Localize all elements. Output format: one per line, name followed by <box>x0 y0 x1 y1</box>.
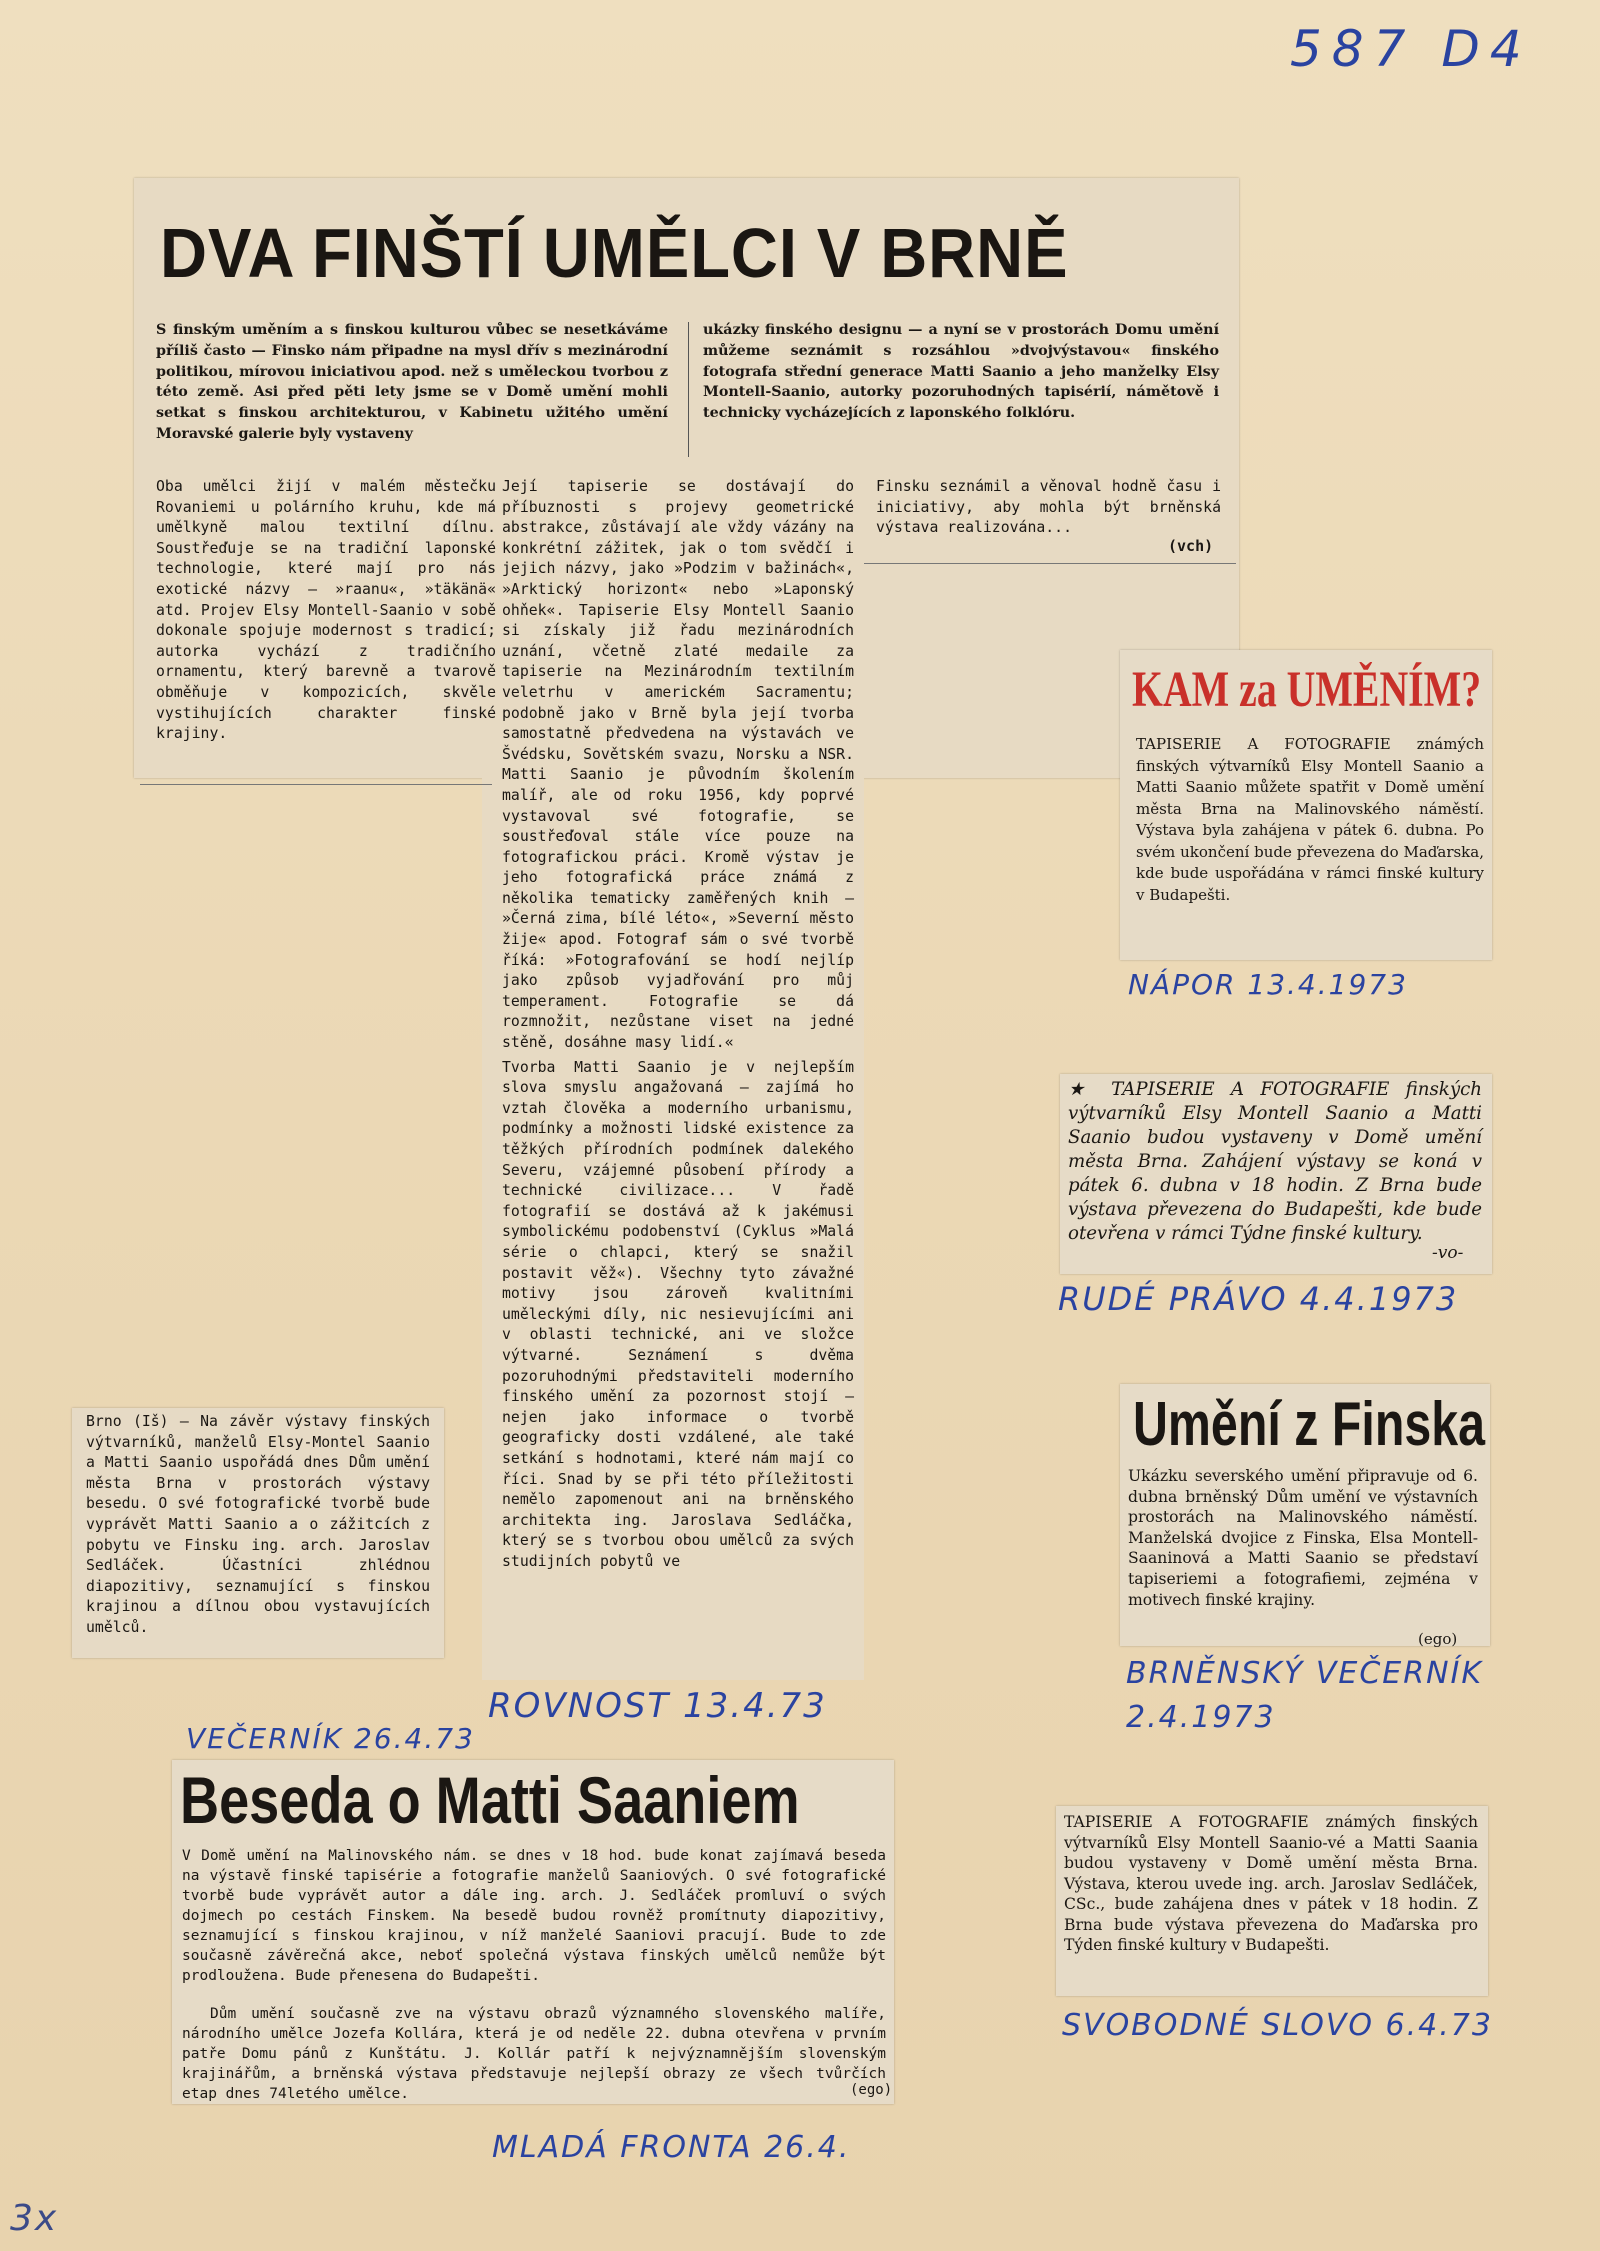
kam-headline: KAM za UMĚNÍM? <box>1132 662 1482 718</box>
svobodne-text: TAPISERIE A FOTOGRAFIE známých finských výtvarníků Elsy Montell Saanio-vé a Matti Saania budou vystaveny v Domě umění města Brna. Výstava, kterou uvede ing. arch. Jaroslav Sedláček, CSc., bude zahájena dnes v pátek v 18 hodin. Z Brna bude výstava převezena do Maďarska pro Týden finské kultury v Budapešti. <box>1064 1813 1478 1954</box>
article-column-2-part-2: Tvorba Matti Saanio je v nejlepším slova smyslu angažovaná — zajímá ho vztah člověka a moderního urbanismu, podmínky a možnosti lidské existence za těžkých přírodních podmínek dalekého Severu, vzájemné působení přírody a technické civilizace... V řadě fotografií se dostává až k jakémusi symbolickému podobenství (Cyklus »Malá série o chlapci, který se snažil postavit věž«). Všechny tyto závažné motivy jsou zároveň kvalitními uměleckými díly, nic nesievujícími ani v oblasti technické, ani ve složce výtvarné. Seznámení s dvěma pozoruhodnými představiteli moderního finského umění za pozornost stojí — nejen jako informace o tvorbě geograficky dosti vzdálené, ale také setkání s hodnotami, které nám mají co říci. Snad by se při této příležitosti nemělo zapomenout ani na brněnského architekta ing. Jaroslava Sedláčka, který se s tvorbou obou umělců za svých studijních pobytů ve <box>502 1058 854 1570</box>
kam-source: NÁPOR 13.4.1973 <box>1128 968 1408 1001</box>
beseda-label: VEČERNÍK 26.4.73 <box>186 1722 475 1755</box>
beseda-paragraph-1: V Domě umění na Malinovského nám. se dnes v 18 hod. bude konat zajímavá beseda na výstavě finské tapisérie a fotografie manželů Saaniových. O své fotografické tvorbě bude vyprávět autor a dále ing. arch. J. Sedláček promluví o svých dojmech po cestách Finskem. Na besedě budou rovněž promítnuty diapozitivy, seznamující s finskou krajinou, v níž manželé Saaniovi pracují. Bude to zde současně závěrečná akce, neboť společná výstava finských umělců nemůže být prodloužena. Bude přenesena do Budapešti. <box>182 1848 886 1984</box>
archive-mark-top: 587 D4 <box>1290 20 1532 78</box>
umeni-byline: (ego) <box>1418 1630 1458 1648</box>
kam-text: TAPISERIE A FOTOGRAFIE známých finských výtvarníků Elsy Montell Saanio a Matti Saanio můžete spatřit v Domě umění města Brna na Malinovského náměstí. Výstava byla zahájena v pátek 6. dubna. Po svém ukončení bude převezena do Maďarska, kde bude uspořádána v rámci finské kultury v Budapešti. <box>1136 735 1484 904</box>
article-column-2 <box>502 477 854 1572</box>
column-1-divider <box>140 784 492 785</box>
lead-divider <box>688 322 689 457</box>
article-column-1: Oba umělci žijí v malém městečku Rovaniemi u polárního kruhu, kde má umělkyně malou textilní dílnu. Soustřeďuje se na tradiční laponské technologie, které mají pro nás exotické názvy — »raanu«, »täkänä« atd. Projev Elsy Montell-Saanio v sobě dokonale spojuje modernost s tradicí; autorka vychází z tradičního ornamentu, který barevně a tvarově obměňuje v kompozicích, skvěle vystihujících charakter finské krajiny. <box>156 478 496 743</box>
main-article-byline: (vch) <box>1168 537 1214 555</box>
beseda-source: MLADÁ FRONTA 26.4. <box>492 2130 851 2165</box>
main-article-source: ROVNOST 13.4.73 <box>488 1686 827 1726</box>
umeni-headline: Umění z Finska <box>1133 1390 1486 1459</box>
lead-left: S finským uměním a s finskou kulturou vůbec se nesetkáváme příliš často — Finsko nám připadne na mysl dřív s mezinárodní politikou, mírovou iniciativou apod. než s uměleckou tvorbou z této země. Asi před pěti lety jsme se v Domě umění mohli setkat s finskou architekturou, v Kabinetu užitého umění Moravské galerie byly vystaveny <box>156 322 668 442</box>
beseda-byline: (ego) <box>850 2082 893 2098</box>
beseda-paragraph-2: Dům umění současně zve na výstavu obrazů významného slovenského malíře, národního umělce Jozefa Kollára, která je od neděle 22. dubna otevřena v prvním patře Domu pánů z Kunštátu. J. Kollár patří k nejvýznamnějším slovenským krajinářům, a brněnská výstava představuje nejlepší obrazy ze všech tvůrčích etap dnes 74letého umělce. <box>182 2006 886 2102</box>
umeni-text: Ukázku severského umění připravuje od 6. dubna brněnský Dům umění ve výstavních prostorách na Malinovského náměstí. Manželská dvojice z Finska, Elsa Montell-Saaninová a Matti Saanio se představí tapiseriemi a fotografiemi, zejména v motivech finské krajiny. <box>1128 1467 1478 1609</box>
article-column-3: Finsku seznámil a věnoval hodně času i iniciativy, aby mohla být brněnská výstava realizována... <box>876 478 1221 537</box>
beseda-headline: Beseda o Matti Saaniem <box>180 1763 800 1837</box>
archive-mark-bottom: 3x <box>10 2198 59 2239</box>
main-headline: DVA FINŠTÍ UMĚLCI V BRNĚ <box>160 214 1069 292</box>
rude-pravo-text: ★ TAPISERIE A FOTOGRAFIE finských výtvarníků Elsy Montell Saanio a Matti Saanio budou vystaveny v Domě umění města Brna. Zahájení výstavy se koná v pátek 6. dubna v 18 hodin. Z Brna bude výstava převezena do Budapešti, kde bude otevřena v rámci Týdne finské kultury. <box>1068 1079 1482 1244</box>
svobodne-source: SVOBODNÉ SLOVO 6.4.73 <box>1062 2008 1493 2043</box>
lead-right: ukázky finského designu — a nyní se v prostorách Domu umění můžeme seznámit s rozsáhlou »dvojvýstavou« finského fotografa střední generace Matti Saanio a jeho manželky Elsy Montell-Saanio, autorky pozoruhodných tapisérií, námětově i technicky vycházejících z laponského folklóru. <box>703 322 1219 422</box>
brno-note-text: Brno (Iš) — Na závěr výstavy finských výtvarníků, manželů Elsy-Montel Saanio a Matti Saanio uspořádá dnes Dům umění města Brna v prostorách výstavy besedu. O své fotografické tvorbě bude vyprávět Matti Saanio a o zážitcích z pobytu ve Finsku ing. arch. Jaroslav Sedláček. Účastníci zhlédnou diapozitivy, seznamující s finskou krajinou a dílnou obou vystavujících umělců. <box>86 1413 430 1636</box>
rude-pravo-source: RUDÉ PRÁVO 4.4.1973 <box>1058 1280 1459 1318</box>
umeni-source: BRNĚNSKÝ VEČERNÍK 2.4.1973 <box>1126 1656 1484 1735</box>
article-column-2-part-1: Její tapiserie se dostávají do příbuznosti s projevy geometrické abstrakce, zůstávají ale vždy vázány na konkrétní zážitek, jak o tom svědčí i jejich názvy, jako »Podzim v bažinách«, »Arktický horizont« nebo »Laponský ohňek«. Tapiserie Elsy Montell Saanio si získaly již řadu mezinárodních uznání, včetně zlaté medaile za tapiserie na Mezinárodním textilním veletrhu v americkém Sacramentu; podobně jako v Brně byla její tvorba samostatně předvedena na výstavách ve Švédsku, Sovětském svazu, Norsku a NSR. Matti Saanio je původním školením malíř, ale od roku 1956, kdy poprvé vystavoval své fotografie, se soustřeďoval stále více pouze na fotografickou práci. Kromě výstav je jeho fotografická práce známá z několika tematicky zaměřených knih — »Černá zima, bílé léto«, »Severní město žije« apod. Fotograf sám o své tvorbě říká: »Fotografování se hodí nejlíp jako způsob vyjadřování pro můj temperament. Fotografie se dá rozmnožit, nezůstane viset na jedné stěně, dosáhne masy lidí.« <box>502 478 854 1052</box>
rude-pravo-byline: -vo- <box>1432 1243 1464 1263</box>
column-3-divider <box>864 563 1236 564</box>
